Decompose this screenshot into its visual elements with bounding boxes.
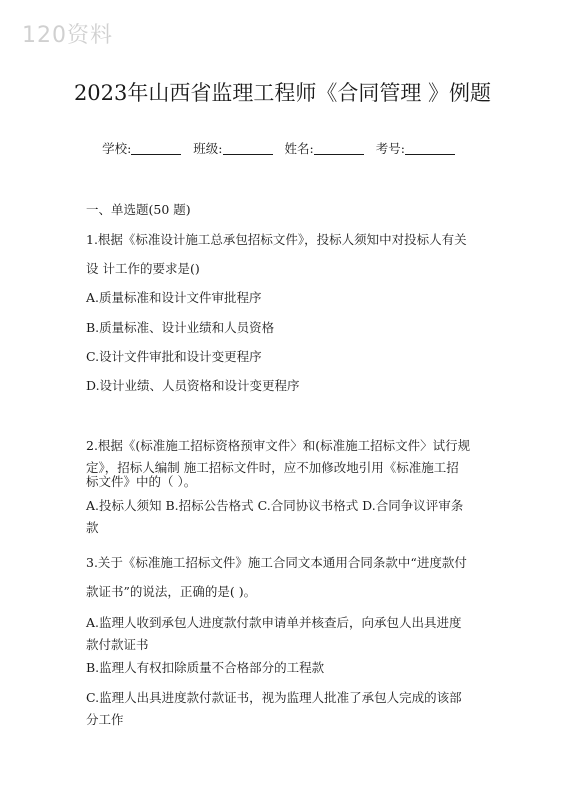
option-d: D.设计业绩、人员资格和设计变更程序	[86, 378, 300, 393]
option-c: 分工作	[86, 712, 124, 727]
question-stem: 款证书”的说法，正确的是( )。	[86, 584, 257, 599]
name-blank	[314, 154, 364, 155]
class-blank	[223, 154, 273, 155]
options-row: 款	[86, 520, 99, 535]
exam-no-blank	[405, 154, 455, 155]
watermark-logo: 120资料	[22, 23, 113, 48]
option-b: B.监理人有权扣除质量不合格部分的工程款	[86, 660, 325, 675]
student-info-row	[0, 140, 565, 158]
section-heading: 一、单选题(50 题)	[86, 202, 191, 217]
school-label: 学校:	[102, 141, 132, 156]
options-row: A.投标人须知 B.招标公告格式 C.合同协议书格式 D.合同争议评审条	[86, 498, 464, 513]
option-a: 款付款证书	[86, 637, 149, 652]
option-c: C.设计文件审批和设计变更程序	[86, 349, 262, 364]
question-stem: 3.关于《标准施工招标文件》施工合同文本通用合同条款中“进度款付	[86, 555, 467, 570]
document-title: 2023年山西省监理工程师《合同管理 》例题	[73, 81, 492, 105]
option-a: A.监理人收到承包人进度款付款申请单并核查后，向承包人出具进度	[86, 615, 462, 630]
school-blank	[131, 154, 181, 155]
question-stem: 2.根据《(标准施工招标资格预审文件〉和(标准施工招标文件〉试行规	[86, 438, 471, 453]
option-c: C.监理人出具进度款付款证书，视为监理人批准了承包人完成的该部	[86, 690, 462, 705]
class-label: 班级:	[193, 141, 223, 156]
option-b: B.质量标准、设计业绩和人员资格	[86, 320, 275, 335]
option-a: A.质量标准和设计文件审批程序	[86, 290, 262, 305]
question-stem: 设 计工作的要求是()	[86, 261, 200, 276]
question-stem: 标文件》中的（ ）。	[86, 474, 197, 489]
question-stem: 1.根据《标准设计施工总承包招标文件》，投标人须知中对投标人有关	[86, 232, 467, 247]
name-label: 姓名:	[284, 141, 314, 156]
exam-no-label: 考号:	[375, 141, 405, 156]
question-stem: 定》，招标人编制 施工招标文件时，应不加修改地引用《标准施工招	[86, 460, 459, 475]
